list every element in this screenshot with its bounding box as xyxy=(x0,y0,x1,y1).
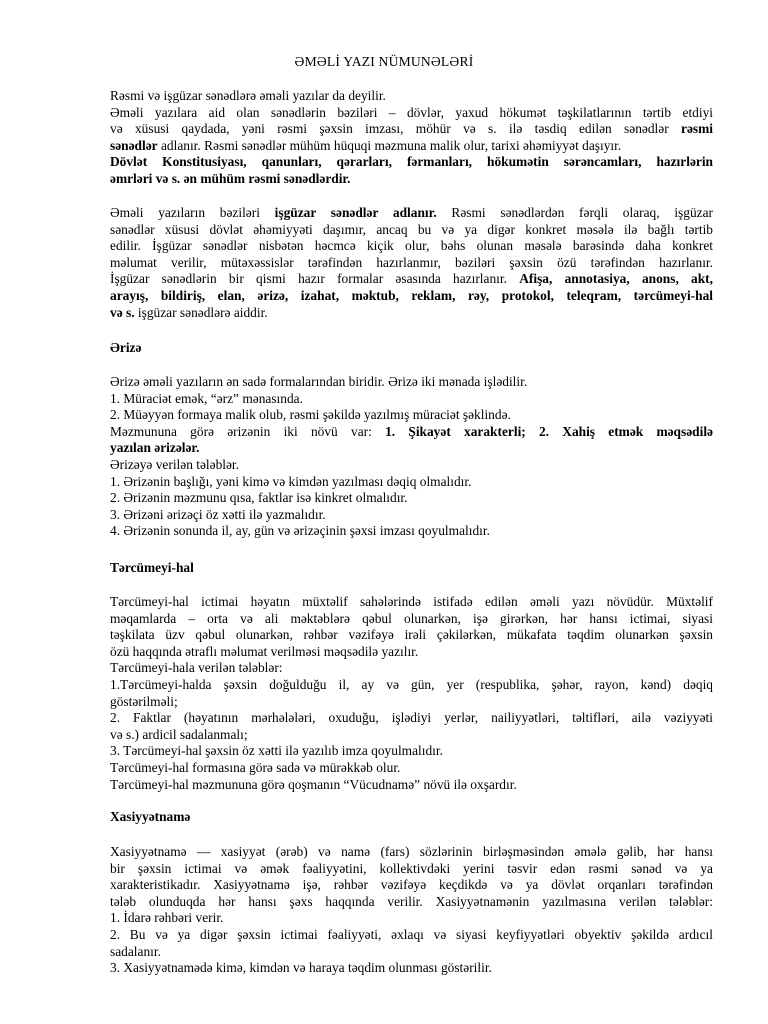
business-line-1-bold: işgüzar sənədlər adlanır. xyxy=(274,205,437,220)
reference-line-8: 3. Xasiyyətnamədə kimə, kimdən və haraya təqdim olunması göstərilir. xyxy=(110,960,492,976)
biography-line-11: Tərcümeyi-hal formasına görə sadə və mürəkkəb olur. xyxy=(110,759,401,775)
intro-paragraph xyxy=(110,88,713,188)
biography-section xyxy=(110,594,713,793)
intro-line-4 xyxy=(110,138,713,155)
reference-line-6: 2. Bu və ya digər şəxsin ictimai fəaliyyəti, əxlaqı və siyasi keyfiyyətləri obyektiv şəkildə ardıcıl xyxy=(110,926,713,942)
biography-line-8: 2. Faktlar (həyatının mərhələləri, oxuduğu, işlədiyi yerlər, nailiyyətləri, təltifləri, ailə vəziyyəti xyxy=(110,710,713,726)
intro-line-1: Rəsmi və işgüzar sənədlərə əməli yazılar da deyilir. xyxy=(110,88,386,103)
business-line-1-text: Əməli yazıların bəziləri xyxy=(110,205,260,220)
biography-line-1: Tərcümeyi-hal ictimai həyatın müxtəlif sahələrində istifadə edilən əməli yazı növüdür. Müxtəlif xyxy=(110,594,713,609)
application-line-5: yazılan ərizələr. xyxy=(110,440,200,456)
reference-section xyxy=(110,844,713,977)
application-section xyxy=(110,374,713,540)
business-line-5 xyxy=(110,271,713,288)
business-line-5-bold: Afişa, annotasiya, anons, akt, xyxy=(519,271,713,287)
intro-line-4-bold: sənədlər xyxy=(110,137,158,153)
application-line-1: Ərizə əməli yazıların ən sadə formalarından biridir. Ərizə iki mənada işlədilir. xyxy=(110,374,528,389)
application-line-6: Ərizəyə verilən tələblər. xyxy=(110,456,240,472)
biography-line-5: Tərcümeyi-hala verilən tələblər: xyxy=(110,660,283,676)
intro-line-3-text: və xüsusi qaydada, yəni rəsmi şəxsin imzası, möhür və s. ilə təsdiq edilən sənədlər xyxy=(110,121,669,137)
application-line-9: 3. Ərizəni ərizəçi öz xətti ilə yazmalıdır. xyxy=(110,506,326,522)
business-line-5-text: İşgüzar sənədlərin bir qismi hazır formalar əsasında hazırlanır. xyxy=(110,271,507,287)
business-line-1 xyxy=(110,205,713,222)
business-line-7 xyxy=(110,305,713,322)
application-line-7: 1. Ərizənin başlığı, yəni kimə və kimdən yazılması dəqiq olmalıdır. xyxy=(110,473,472,489)
business-line-4: məlumat verilir, mütəxəssislər tərəfindən hazırlanmır, bəziləri şəxsin özü tərəfindən hazırlanır. xyxy=(110,254,713,270)
business-line-7-bold: və s. xyxy=(110,304,135,320)
application-line-2: 1. Müraciət emək, “ərz” mənasında. xyxy=(110,390,303,406)
application-heading: Ərizə xyxy=(110,340,142,355)
business-line-1-rest: Rəsmi sənədlərdən fərqli olaraq, işgüzar xyxy=(451,205,713,220)
business-line-7-text: işgüzar sənədlərə aiddir. xyxy=(137,304,268,320)
intro-line-3 xyxy=(110,121,713,138)
reference-line-7: sadalanır. xyxy=(110,943,161,959)
business-line-3: edilir. İşgüzar sənədlər nisbətən həcmcə kiçik olur, bəhs olunan məsələ barəsində daha konkret xyxy=(110,238,713,254)
application-line-10: 4. Ərizənin sonunda il, ay, gün və ərizəçinin şəxsi imzası qoyulmalıdır. xyxy=(110,523,490,539)
application-line-4-bold: 1. Şikayət xarakterli; 2. Xahiş etmək məqsədilə xyxy=(385,423,713,439)
business-paragraph xyxy=(110,205,713,321)
intro-line-5: Dövlət Konstitusiyası, qanunları, qərarları, fərmanları, hökumətin sərəncamları, hazırlərin xyxy=(110,154,713,170)
application-line-4-text: Məzmununa görə ərizənin iki növü var: xyxy=(110,423,372,439)
business-line-6: arayış, bildiriş, elan, ərizə, izahat, məktub, reklam, rəy, protokol, teleqram, tərcümeyi-hal xyxy=(110,287,713,303)
intro-line-2: Əməli yazılara aid olan sənədlərin bəziləri – dövlər, yaxud hökumət təşkilatlarının tərtib etdiyi xyxy=(110,104,713,120)
biography-line-2: məqamlarda – orta və ali məktəblərə qəbul olunarkən, işə girərkən, hər hansı ictimai, siyasi xyxy=(110,610,713,626)
biography-line-10: 3. Tərcümeyi-hal şəxsin öz xətti ilə yazılıb imza qoyulmalıdır. xyxy=(110,743,443,759)
business-line-2: sənədlər xüsusi dövlət əhəmiyyəti daşımır, ancaq bu və ya digər konkret məsələ ilə bağlı tərtib xyxy=(110,221,713,237)
reference-line-5: 1. İdarə rəhbəri verir. xyxy=(110,910,224,926)
biography-line-9: və s.) ardicil sadalanmalı; xyxy=(110,726,248,742)
application-line-3: 2. Müəyyən formaya malik olub, rəsmi şəkildə yazılmış müraciət şəklində. xyxy=(110,407,511,423)
biography-line-3: təşkilata üzv qəbul olunarkən, rəhbər vəzifəyə irəli çəkilərkən, mükafata təqdim olunarkən şəxsin xyxy=(110,627,713,643)
biography-line-4: özü haqqında ətraflı məlumat verilməsi məqsədilə yazılır. xyxy=(110,643,419,659)
biography-line-6: 1.Tərcümeyi-halda şəxsin doğulduğu il, ay və gün, yer (respublika, şəhər, rayon, kənd) dəqiq xyxy=(110,676,713,692)
biography-heading: Tərcümeyi-hal xyxy=(110,560,194,575)
biography-line-12: Tərcümeyi-hal məzmununa görə qoşmanın “Vücudnamə” növü ilə oxşardır. xyxy=(110,776,517,792)
intro-line-4-text: adlanır. Rəsmi sənədlər mühüm hüquqi məzmuna malik olur, tarixi əhəmiyyət daşıyır. xyxy=(160,137,622,153)
reference-line-3: xarakteristikadır. Xasiyyətnamə işə, rəhbər vəzifəyə keçdikdə və ya dövlət orqanları tərəfindən xyxy=(110,877,713,893)
intro-line-3-bold: rəsmi xyxy=(681,121,713,137)
reference-heading: Xasiyyətnamə xyxy=(110,809,191,824)
reference-line-4: tələb olunduqda hər hansı şəxs haqqında verilir. Xasiyyətnamənin yazılmasına verilən tələblər: xyxy=(110,893,713,909)
page-title: ƏMƏLİ YAZI NÜMUNƏLƏRİ xyxy=(294,54,474,69)
application-line-4 xyxy=(110,424,713,441)
biography-line-7: göstərilməli; xyxy=(110,693,178,709)
reference-line-2: bir şəxsin ictimai və əmək fəaliyyətini, kollektivdəki yerini təsvir edən rəsmi sənəd və ya xyxy=(110,860,713,876)
reference-line-1: Xasiyyətnamə — xasiyyət (ərəb) və namə (fars) sözlərinin birləşməsindən əmələ gəlib, hər hansı xyxy=(110,844,713,859)
intro-line-6: əmrləri və s. ən mühüm rəsmi sənədlərdir. xyxy=(110,170,351,186)
application-line-8: 2. Ərizənin məzmunu qısa, faktlar isə kinkret olmalıdır. xyxy=(110,490,408,506)
